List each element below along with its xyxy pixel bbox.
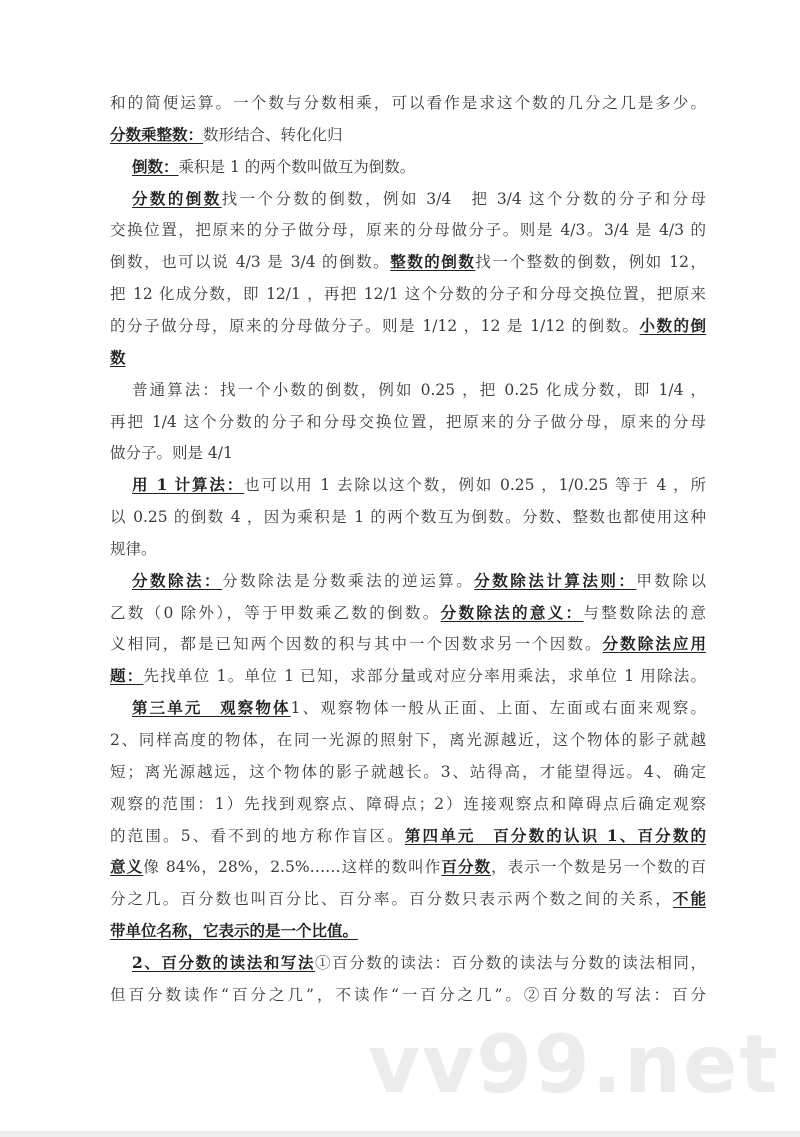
body-text: 以 0.25 的倒数 4 ，因为乘积是 1 的两个数互为倒数。分数、整数也都使用这种 [110,508,706,527]
text-line [110,698,706,718]
text-line [110,571,706,591]
text-line [110,953,706,973]
text-line [110,730,706,750]
body-text: 再把 1/4 这个分数的分子和分母交换位置，把原来的分子做分母，原来的分母 [110,412,706,431]
text-line [110,985,706,1005]
body-text: 短；离光源越远，这个物体的影子就越长。3、站得高，才能望得远。4、确定 [110,762,706,781]
body-text: 找一个分数的倒数，例如 3/4 把 3/4 这个分数的分子和分母 [221,189,706,208]
body-text: 观察的范围：1）先找到观察点、障碍点；2）连接观察点和障碍点后确定观察 [110,794,706,813]
watermark: vv99.net [368,1018,780,1111]
heading-term: 倒数： [132,156,179,176]
body-text: 乙数（0 除外），等于甲数乘乙数的倒数。 [110,603,441,622]
page-bottom-edge [0,1131,800,1137]
text-line [110,125,706,145]
body-text: 与整数除法的意 [583,603,706,622]
body-text: 甲数除以 [636,571,706,590]
body-text: ①百分数的读法：百分数的读法与分数的读法相同， [315,953,706,972]
body-text: 先找单位 1。单位 1 已知，求部分量或对应分率用乘法，求单位 1 用除法。 [143,667,706,686]
heading-term: 带单位名称，它表示的是一个比值。 [110,921,359,941]
text-line [110,220,706,240]
text-line [110,284,706,304]
heading-term: 分数除法的意义： [440,602,584,622]
text-line [110,189,706,209]
body-text: 分之几。百分数也叫百分比、百分率。百分数只表示两个数之间的关系， [110,890,673,909]
text-line [110,794,706,814]
body-text: 义相同，都是已知两个因数的积与其中一个因数求另一个因数。 [110,635,603,654]
text-line [110,921,706,941]
text-line [110,380,706,400]
body-text: 的范围。5、看不到的地方称作盲区。 [110,826,405,845]
body-text: 分数除法是分数乘法的逆运算。 [222,571,475,590]
heading-term: 小数的倒 [639,315,706,335]
text-line [110,252,706,272]
heading-term: 题： [110,666,144,686]
heading-term: 2、百分数的读法和写法 [132,952,316,972]
text-line [110,603,706,623]
text-line [110,507,706,527]
body-text: 也可以用 1 去除以这个数，例如 0.25 ，1/0.25 等于 4 ，所 [244,476,707,495]
heading-term: 分数除法： [132,570,223,590]
text-line [110,412,706,432]
text-line [110,443,706,463]
text-line [110,93,706,113]
heading-term: 分数除法计算法则： [474,570,637,590]
heading-term: 数 [110,347,126,367]
text-line [110,348,706,368]
text-line [110,475,706,495]
text-line [110,634,706,654]
body-text: 把 12 化成分数，即 12/1 ，再把 12/1 这个分数的分子和分母交换位置，把原来 [110,285,706,304]
text-line [110,826,706,846]
body-text: 1、观察物体一般从正面、上面、左面或右面来观察。 [290,699,706,718]
text-line [110,762,706,782]
heading-term: 百分数 [441,857,492,877]
heading-term: 分数除法应用 [602,634,706,654]
text-line [110,857,706,877]
body-text: 做分子。则是 4/1 [110,444,233,463]
heading-term: 用 1 计算法： [132,475,245,495]
body-text: 的分子做分母，原来的分母做分子。则是 1/12 ，12 是 1/12 的倒数。 [110,316,640,335]
text-line [110,666,706,686]
body-text: 普通算法：找一个小数的倒数，例如 0.25 ，把 0.25 化成分数，即 1/4 ， [132,380,706,399]
text-line [110,316,706,336]
heading-term: 整数的倒数 [390,252,476,272]
body-text: 和的简便运算。一个数与分数相乘，可以看作是求这个数的几分之几是多少。 [110,94,706,112]
body-text: 乘积是 1 的两个数叫做互为倒数。 [178,157,416,176]
body-text: ，表示一个数是另一个数的百 [491,858,706,877]
body-text: 2、同样高度的物体，在同一光源的照射下，离光源越近，这个物体的影子就越 [110,731,706,749]
heading-term: 第三单元 观察物体 [132,698,291,718]
text-line [110,889,706,909]
body-text: 交换位置，把原来的分子做分母，原来的分母做分子。则是 4/3。3/4 是 4/3 的 [110,221,706,240]
body-text: 倒数，也可以说 4/3 是 3/4 的倒数。 [110,253,391,272]
heading-term: 第四单元 百分数的认识 1、百分数的 [404,825,706,845]
body-text: 找一个整数的倒数，例如 12， [475,253,706,272]
heading-term: 分数的倒数 [132,188,222,208]
body-text: 数形结合、转化化归 [203,125,343,144]
body-text: 规律。 [110,539,157,558]
body-text: 但百分数读作“百分之几”，不读作“一百分之几”。②百分数的写法：百分 [110,985,706,1004]
body-text: 像 84%，28%，2.5%……这样的数叫作 [143,858,442,877]
text-line [110,157,706,177]
heading-term: 意义 [110,857,144,877]
heading-term: 不能 [672,889,706,909]
heading-term: 分数乘整数： [110,124,204,144]
text-line [110,539,706,559]
